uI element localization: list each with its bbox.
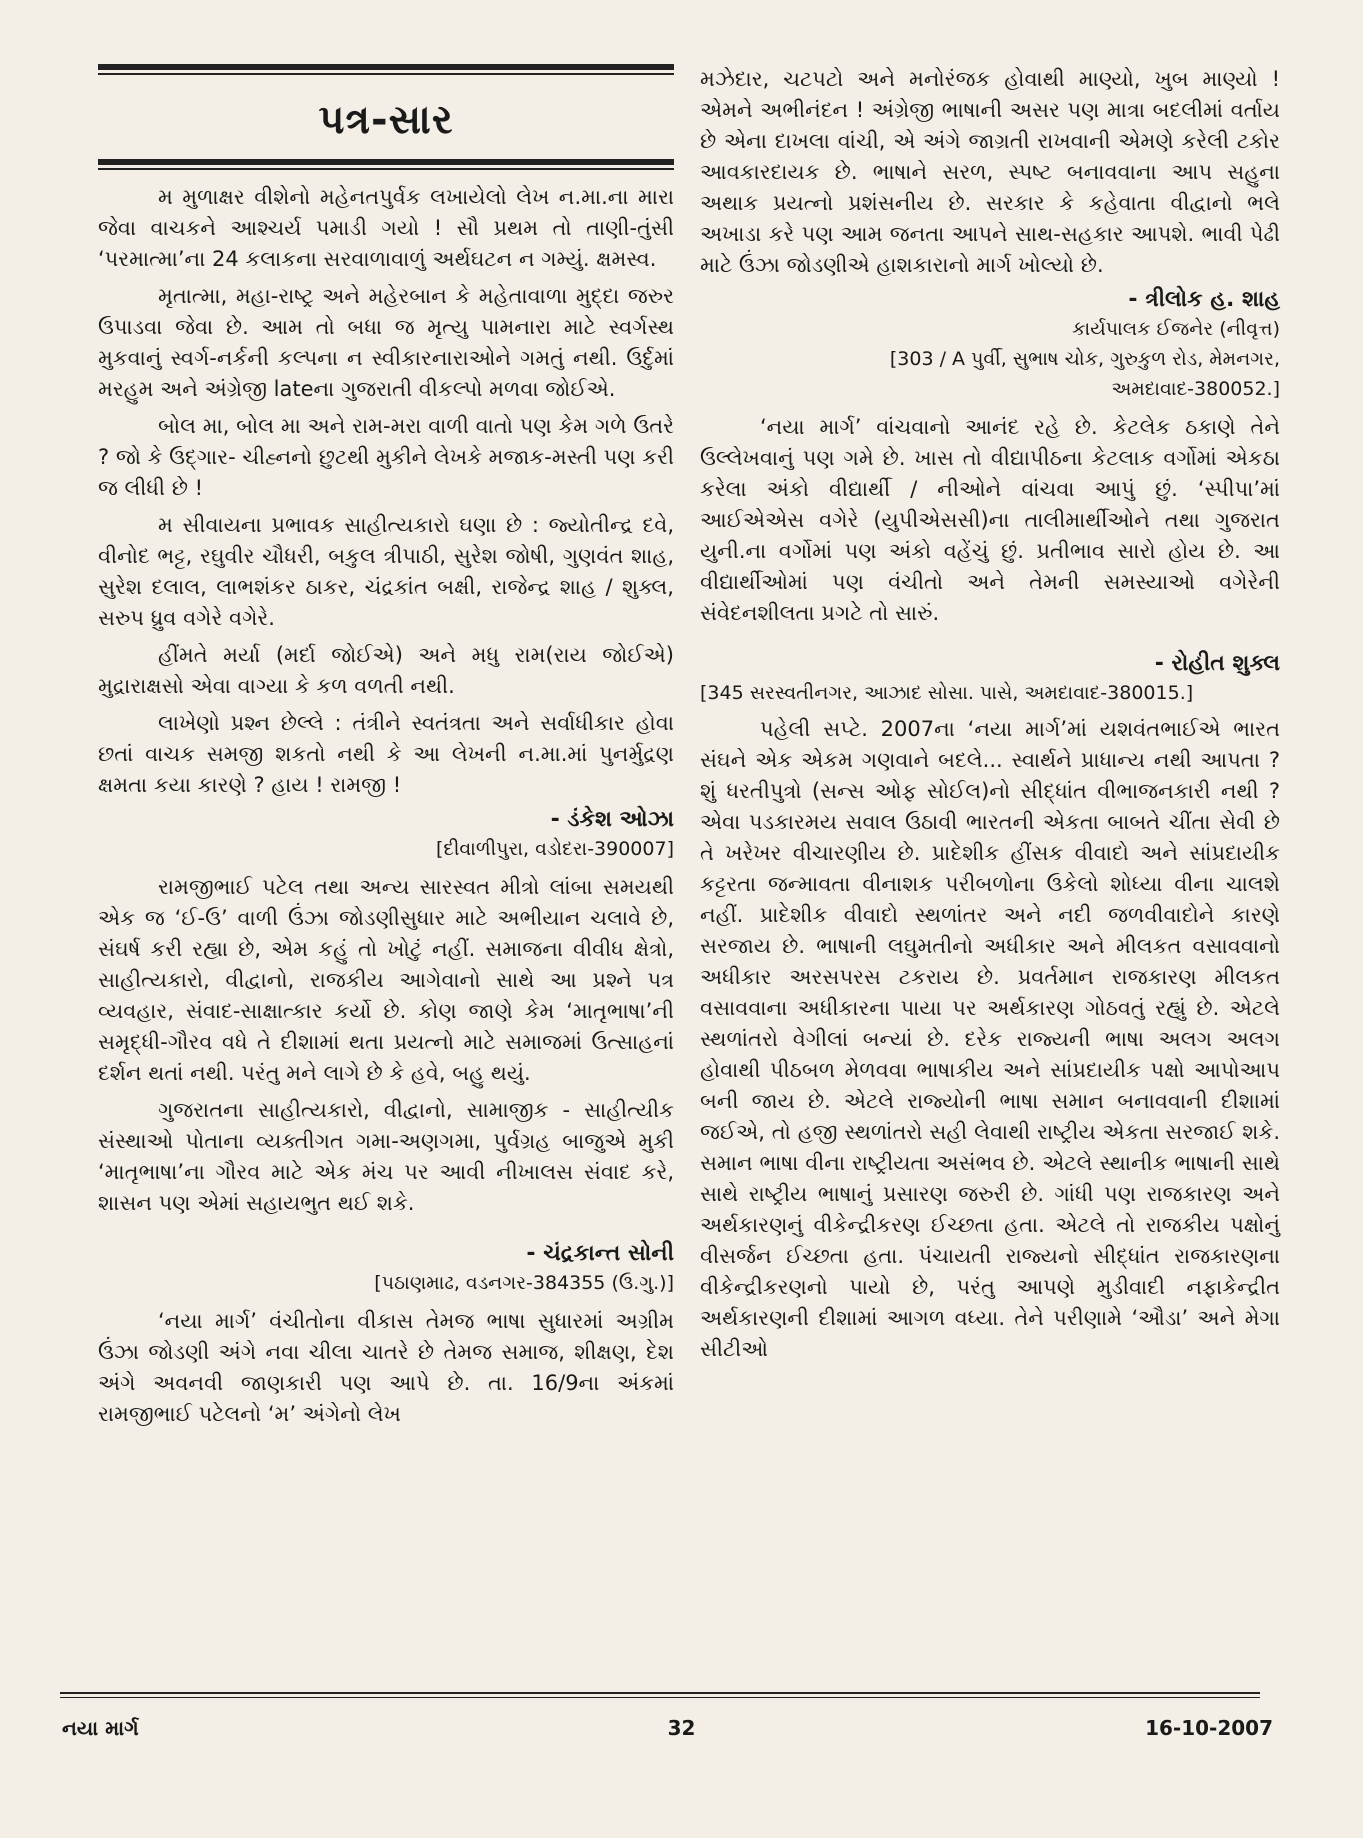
title-top-rule [98,64,674,70]
footer-rule [60,1692,1260,1694]
footer-rule-thin [60,1697,1260,1698]
letter2-signature: - ચંદ્રકાન્ત સોની [526,1241,674,1266]
letter1-address: [દીવાળીપુરા, વડોદરા-390007] [435,838,674,860]
letter1-paragraph: મૃતાત્મા, મહા-રાષ્ટ્ર અને મહેરબાન કે મહેતાવાળા મુદ્દા જરુર ઉપાડવા જેવા છે. આમ તો બધા જ મૃત્યુ પામનારા માટે સ્વર્ગસ્થ મુકવાનું સ્વર્ગ-નર્કની કલ્પના ન સ્વીકારનારાઓને ગમતું નથી. ઉર્દુમાં મરહુમ અને અંગ્રેજી lateના ગુજરાતી વીકલ્પો મળવા જોઈએ. [98,284,674,401]
letter4-address: [345 સરસ્વતીનગર, આઝાદ સોસા. પાસે, અમદાવાદ-380015.] [700,682,1194,704]
letter1-paragraph: હીંમતે મર્યા (મર્દા જોઈએ) અને મધુ રામ(રાય જોઈએ) મુદ્રારાક્ષસો એવા વાગ્યા કે કળ વળતી નથી. [98,643,674,698]
title-bottom-rule [98,159,674,165]
page-title: પત્ર-સાર [318,97,454,143]
letter1-paragraph: લાખેણો પ્રશ્ન છેલ્લે : તંત્રીને સ્વતંત્રતા અને સર્વાધીકાર હોવા છતાં વાચક સમજી શકતો નથી કે આ લેખની ન.મા.માં પુનર્મુદ્રણ ક્ષમતા કયા કારણે ? હાય ! રામજી ! [98,711,674,797]
footer-date: 16-10-2007 [1145,1716,1273,1740]
footer-page-number: 32 [667,1716,696,1740]
letter1-paragraph: મ સીવાયના પ્રભાવક સાહીત્યકારો ઘણા છે : જ્યોતીન્દ્ર દવે, વીનોદ ભટ્ટ, રઘુવીર ચૌધરી, બકુલ ત્રીપાઠી, સુરેશ જોષી, ગુણવંત શાહ, સુરેશ દલાલ, લાભશંકર ઠાકર, ચંદ્રકાંત બક્ષી, રાજેન્દ્ર શાહ / શુક્લ, સરુપ ધ્રુવ વગેરે વગેરે. [98,513,674,630]
title-top-rule-thin [98,73,674,75]
left-column [98,64,674,1436]
letter3-signature: - ત્રીલોક હ. શાહ [1128,287,1280,312]
letter3-address-line1: [303 / A પુર્વી, સુભાષ ચોક, ગુરુકુળ રોડ, મેમનગર, [889,348,1280,370]
letter4-signature: - રોહીત શુક્લ [1154,651,1280,676]
letter1-signature: - ડંકેશ ઓઝા [550,807,674,832]
letter3-address-line2: અમદાવાદ-380052.] [1111,378,1280,400]
letter3-paragraph: ‘નયા માર્ગ’ વંચીતોના વીકાસ તેમજ ભાષા સુધારમાં અગ્રીમ ઉંઝા જોડણી અંગે નવા ચીલા ચાતરે છે તેમજ સમાજ, શીક્ષણ, દેશ અંગે અવનવી જાણકારી પણ આપે છે. તા. 16/9ના અંકમાં રામજીભાઈ પટેલનો ‘મ’ અંગેનો લેખ [98,1309,674,1426]
letter4-paragraph: ‘નયા માર્ગ’ વાંચવાનો આનંદ રહે છે. કેટલેક ઠકાણે તેને ઉલ્લેખવાનું પણ ગમે છે. ખાસ તો વીદ્યાપીઠના કેટલાક વર્ગોમાં એકઠા કરેલા અંકો વીદ્યાર્થી / નીઓને વાંચવા આપું છું. ‘સ્પીપા’માં આઈએએસ વગેરે (યુપીએસસી)ના તાલીમાર્થીઓને તથા ગુજરાત યુની.ના વર્ગોમાં પણ અંકો વહેંચું છું. પ્રતીભાવ સારો હોય છે. આ વીદ્યાર્થીઓમાં પણ વંચીતો અને તેમની સમસ્યાઓ વગેરેની સંવેદનશીલતા પ્રગટે તો સારું. [700,415,1280,625]
letter5-paragraph: પહેલી સપ્ટે. 2007ના ‘નયા માર્ગ’માં યશવંતભાઈએ ભારત સંઘને એક એકમ ગણવાને બદલે... સ્વાર્થને પ્રાધાન્ય નથી આપતા ? શું ધરતીપુત્રો (સન્સ ઓફ સોઈલ)નો સીદ્ધાંત વીભાજનકારી નથી ? એવા પડકારમય સવાલ ઉઠાવી ભારતની એકતા બાબતે ચીંતા સેવી છે તે ખરેખર વીચારણીય છે. પ્રાદેશીક હીંસક વીવાદો અને સાંપ્રદાયીક કટ્ટરતા જન્માવતા વીનાશક પરીબળોના ઉકેલો શોધ્યા વીના ચાલશે નહીં. પ્રાદેશીક વીવાદો સ્થળાંતર અને નદી જળવીવાદોને કારણે સરજાય છે. ભાષાની લઘુમતીનો અધીકાર અને મીલકત વસાવવાનો અધીકાર અરસપરસ ટકરાય છે. પ્રવર્તમાન રાજકારણ મીલકત વસાવવાના અધીકારના પાયા પર અર્થકારણ ગોઠવતું રહ્યું છે. એટલે સ્થળાંતરો વેગીલાં બન્યાં છે. દરેક રાજ્યની ભાષા અલગ અલગ હોવાથી પીઠબળ મેળવવા ભાષાકીય અને સાંપ્રદાયીક પક્ષો આપોઆપ બની જાય છે. એટલે રાજ્યોની ભાષા સમાન બનાવવાની દીશામાં જઈએ, તો હજી સ્થળાંતરો સહી લેવાથી રાષ્ટ્રીય એકતા સરજાઈ શકે. સમાન ભાષા વીના રાષ્ટ્રીયતા અસંભવ છે. એટલે સ્થાનીક ભાષાની સાથે સાથે રાષ્ટ્રીય ભાષાનું પ્રસારણ જરુરી છે. ગાંધી પણ રાજકારણ અને અર્થકારણનું વીકેન્દ્રીકરણ ઈચ્છતા હતા. એટલે તો રાજકીય પક્ષોનું વીસર્જન ઈચ્છતા હતા. પંચાયતી રાજ્યનો સીદ્ધાંત રાજકારણના વીકેન્દ્રીકરણનો પાયો છે, પરંતુ આપણે મુડીવાદી નફાકેન્દ્રીત અર્થકારણની દીશામાં આગળ વધ્યા. તેને પરીણામે ‘ઔડા’ અને મેગા સીટીઓ [700,717,1280,1361]
letter2-paragraph: રામજીભાઈ પટેલ તથા અન્ય સારસ્વત મીત્રો લાંબા સમયથી એક જ ‘ઈ-ઉ’ વાળી ઉંઝા જોડણીસુધાર માટે અભીયાન ચલાવે છે, સંઘર્ષ કરી રહ્યા છે, એમ કહું તો ખોટું નહીં. સમાજના વીવીધ ક્ષેત્રો, સાહીત્યકારો, વીદ્વાનો, રાજકીય આગેવાનો સાથે આ પ્રશ્ને પત્ર વ્યવહાર, સંવાદ-સાક્ષાત્કાર કર્યો છે. કોણ જાણે કેમ ‘માતૃભાષા’ની સમૃદ્ધી-ગૌરવ વધે તે દીશામાં થતા પ્રયત્નો માટે સમાજમાં ઉત્સાહનાં દર્શન થતાં નથી. પરંતુ મને લાગે છે કે હવે, બહુ થયું. [98,875,674,1085]
letter1-paragraph: મ મુળાક્ષર વીશેનો મહેનતપુર્વક લખાયેલો લેખ ન.મા.ના મારા જેવા વાચકને આશ્ચર્ય પમાડી ગયો ! સૌ પ્રથમ તો તાણી-તુંસી ‘પરમાત્મા’ના 24 કલાકના સરવાળાવાળું અર્થઘટન ન ગમ્યું. ક્ષમસ્વ. [98,185,674,271]
letter3-continued-paragraph: મઝેદાર, ચટપટો અને મનોરંજક હોવાથી માણ્યો, ખુબ માણ્યો ! એમને અભીનંદન ! અંગ્રેજી ભાષાની અસર પણ માત્રા બદલીમાં વર્તાય છે એના દાખલા વાંચી, એ અંગે જાગ્રતી રાખવાની એમણે કરેલી ટકોર આવકારદાયક છે. ભાષાને સરળ, સ્પષ્ટ બનાવવાના આપ સહુના અથાક પ્રયત્નો પ્રશંસનીય છે. સરકાર કે કહેવાતા વીદ્વાનો ભલે અખાડા કરે પણ આમ જનતા આપને સાથ-સહકાર આપશે. ભાવી પેઢી માટે ઉંઝા જોડણીએ હાશકારાનો માર્ગ ખોલ્યો છે. [700,67,1280,277]
letter1-paragraph: બોલ મા, બોલ મા અને રામ-મરા વાળી વાતો પણ કેમ ગળે ઉતરે ? જો કે ઉદ્ગાર- ચીહ્નનો છુટથી મુકીને લેખકે મજાક-મસ્તી પણ કરી જ લીધી છે ! [98,414,674,500]
footer-publication-name: નયા માર્ગ [62,1716,139,1740]
letter3-role: કાર્યપાલક ઈજનેર (નીવૃત્ત) [1072,318,1280,340]
letter2-address: [પઠાણમાઢ, વડનગર-384355 (ઉ.ગુ.)] [374,1272,674,1294]
right-column [700,64,1280,1371]
letter2-paragraph: ગુજરાતના સાહીત્યકારો, વીદ્વાનો, સામાજીક - સાહીત્યીક સંસ્થાઓ પોતાના વ્યક્તીગત ગમા-અણગમા, પુર્વગ્રહ બાજુએ મુકી ‘માતૃભાષા’ના ગૌરવ માટે એક મંચ પર આવી નીખાલસ સંવાદ કરે, શાસન પણ એમાં સહાયભુત થઈ શકે. [98,1098,674,1215]
